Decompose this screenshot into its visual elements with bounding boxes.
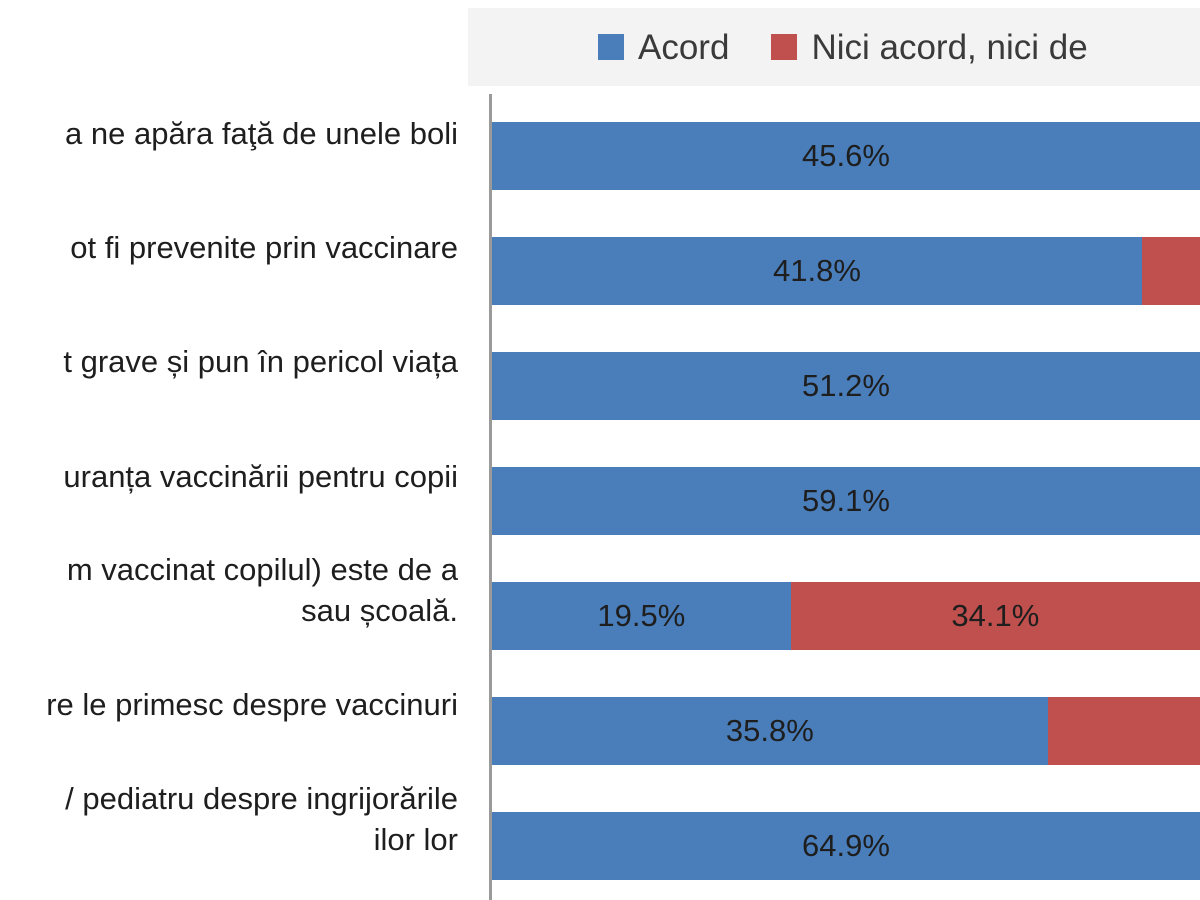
bar-segment-agree[interactable] xyxy=(492,812,1200,880)
category-label-3 xyxy=(0,342,458,383)
legend-label-neutral: Nici acord, nici de xyxy=(811,27,1088,67)
bar-value-label: 64.9% xyxy=(802,828,890,863)
table-row xyxy=(492,467,1200,535)
category-axis-labels xyxy=(0,94,462,900)
category-label-line: t grave și pun în pericol viața xyxy=(63,344,458,379)
bar-segment-agree[interactable] xyxy=(492,122,1200,190)
table-row xyxy=(492,352,1200,420)
bar-segment-agree[interactable] xyxy=(492,582,791,650)
bar-segment-agree[interactable] xyxy=(492,467,1200,535)
bar-segment-agree[interactable] xyxy=(492,352,1200,420)
legend-swatch-neutral xyxy=(771,34,797,60)
category-label-line: uranța vaccinării pentru copii xyxy=(63,459,458,494)
legend-label-acord: Acord xyxy=(638,27,730,67)
category-label-line: / pediatru despre ingrijorările xyxy=(65,781,458,816)
category-label-2 xyxy=(0,228,458,269)
table-row xyxy=(492,697,1200,765)
category-label-7 xyxy=(0,779,458,861)
bar-value-label: 51.2% xyxy=(802,368,890,403)
table-row xyxy=(492,812,1200,880)
category-label-5 xyxy=(0,550,458,632)
category-label-6 xyxy=(0,685,458,726)
category-label-line: m vaccinat copilul) este de a xyxy=(66,552,458,587)
chart-legend xyxy=(468,8,1200,86)
category-label-line: a ne apăra faţă de unele boli xyxy=(65,116,458,151)
bar-value-label: 41.8% xyxy=(773,253,861,288)
bar-value-label: 45.6% xyxy=(802,138,890,173)
bar-segment-neutral[interactable] xyxy=(791,582,1200,650)
category-label-1 xyxy=(0,114,458,155)
legend-item-neutral xyxy=(771,27,1088,67)
category-label-line: ot fi prevenite prin vaccinare xyxy=(70,230,458,265)
table-row xyxy=(492,122,1200,190)
category-label-line: sau școală. xyxy=(301,592,458,628)
category-label-4 xyxy=(0,457,458,498)
bar-value-label: 59.1% xyxy=(802,483,890,518)
legend-swatch-acord xyxy=(598,34,624,60)
table-row xyxy=(492,582,1200,650)
category-label-line: re le primesc despre vaccinuri xyxy=(46,687,458,722)
bar-segment-agree[interactable] xyxy=(492,697,1048,765)
bar-segment-neutral[interactable] xyxy=(1048,697,1200,765)
legend-item-acord xyxy=(598,27,730,67)
bar-value-label: 19.5% xyxy=(597,598,686,633)
bar-segment-agree[interactable] xyxy=(492,237,1142,305)
bar-rows xyxy=(492,94,1200,900)
bar-value-label: 34.1% xyxy=(951,598,1040,633)
plot-area xyxy=(489,94,1200,900)
table-row xyxy=(492,237,1200,305)
category-label-line: ilor lor xyxy=(373,821,458,857)
bar-segment-neutral[interactable] xyxy=(1142,237,1200,305)
bar-value-label: 35.8% xyxy=(725,713,814,748)
